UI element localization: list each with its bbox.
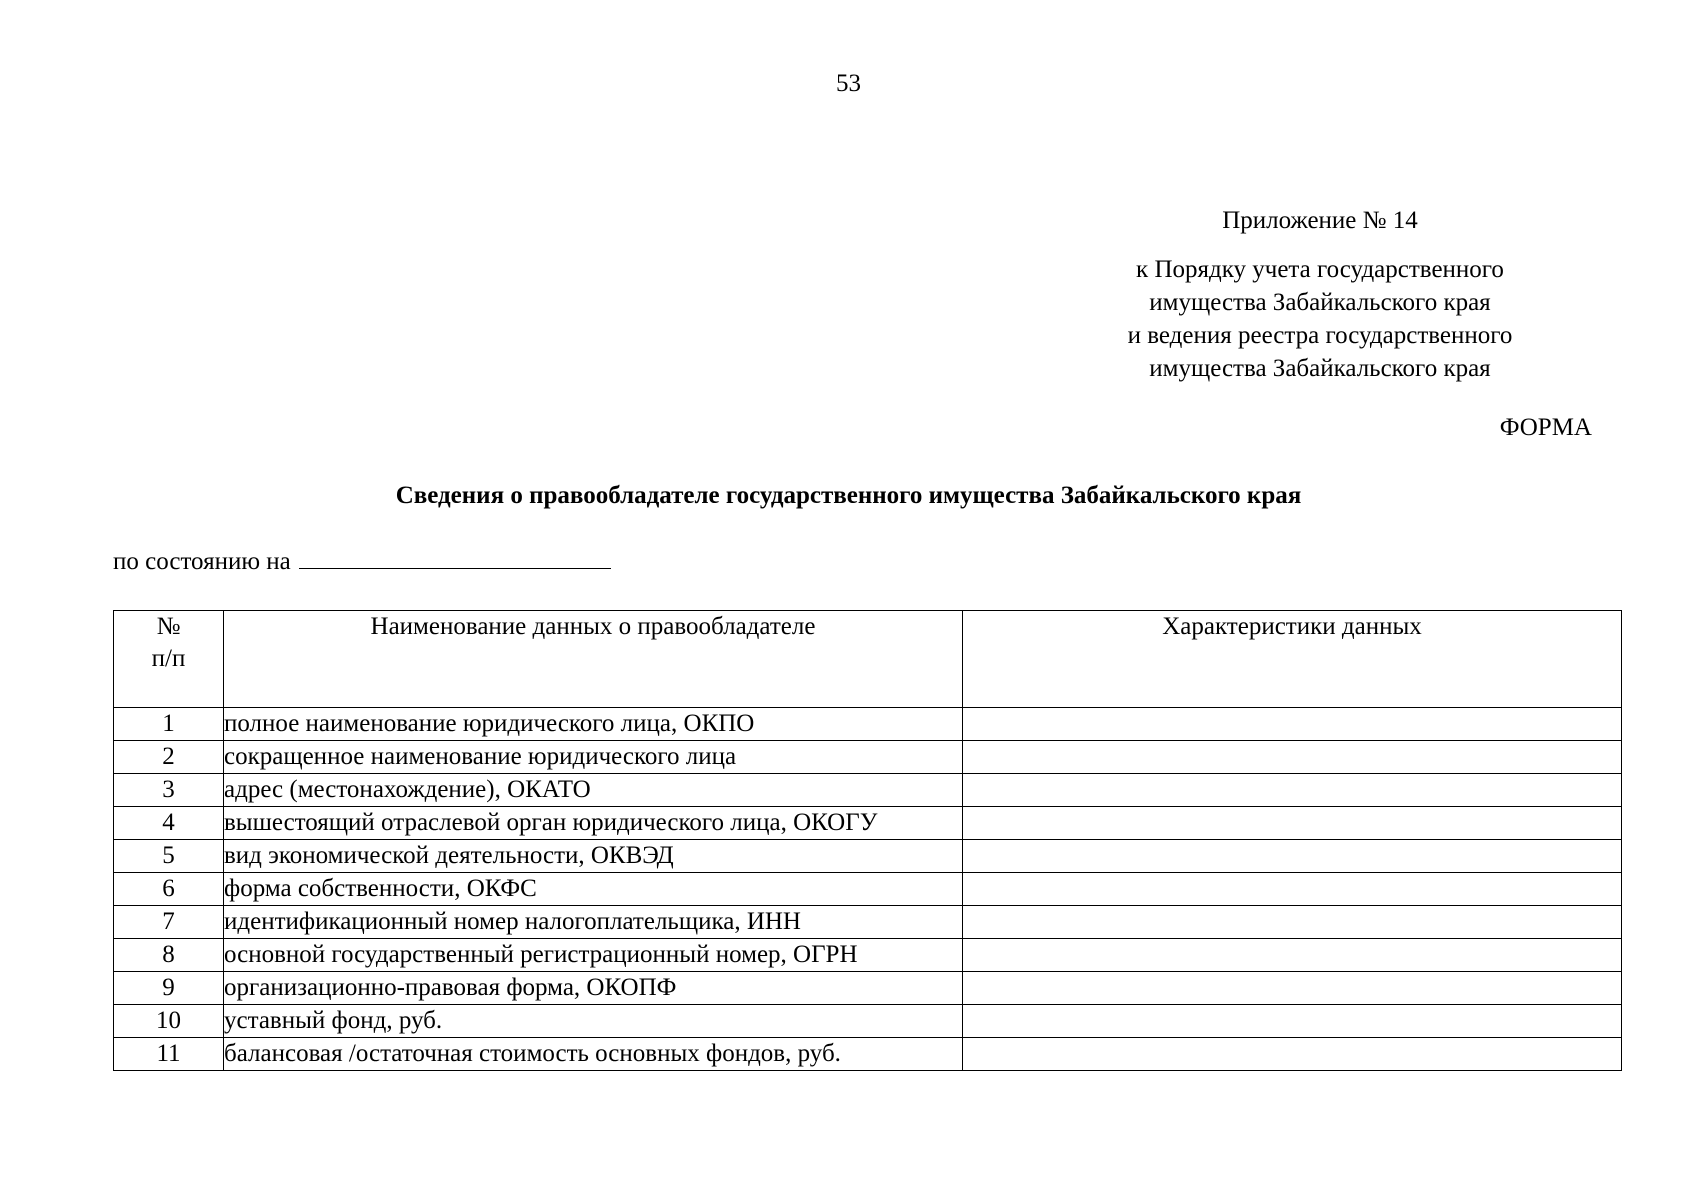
header-number-text: № п/п: [151, 613, 186, 672]
row-data-name: идентификационный номер налогоплательщика, ИНН: [224, 906, 963, 939]
row-data-name: полное наименование юридического лица, ОКПО: [224, 708, 963, 741]
row-data-name: балансовая /остаточная стоимость основных фондов, руб.: [224, 1038, 963, 1071]
row-data-name: форма собственности, ОКФС: [224, 873, 963, 906]
appendix-line: имущества Забайкальского края: [1149, 355, 1491, 382]
table-row: [114, 774, 1622, 807]
table-row: [114, 1038, 1622, 1071]
header-characteristics: Характеристики данных: [963, 611, 1622, 708]
row-number: 7: [114, 906, 224, 939]
row-characteristic-cell[interactable]: [963, 939, 1622, 972]
page-number: 53: [836, 70, 861, 97]
table-header-row: [114, 611, 1622, 708]
row-number: 1: [114, 708, 224, 741]
appendix-line: к Порядку учета государственного: [1136, 256, 1504, 283]
row-characteristic-cell[interactable]: [963, 906, 1622, 939]
as-of-label: по состоянию на: [113, 548, 291, 575]
row-number: 9: [114, 972, 224, 1005]
row-characteristic-cell[interactable]: [963, 708, 1622, 741]
table-row: [114, 840, 1622, 873]
owner-data-table: [113, 610, 1622, 1071]
row-number: 3: [114, 774, 224, 807]
row-characteristic-cell[interactable]: [963, 972, 1622, 1005]
appendix-reference: [1060, 253, 1580, 385]
table-row: [114, 972, 1622, 1005]
row-data-name: уставный фонд, руб.: [224, 1005, 963, 1038]
table-row: [114, 708, 1622, 741]
as-of-date-line: [113, 546, 611, 576]
row-characteristic-cell[interactable]: [963, 840, 1622, 873]
row-data-name: основной государственный регистрационный номер, ОГРН: [224, 939, 963, 972]
appendix-title: Приложение № 14: [1222, 207, 1418, 234]
row-characteristic-cell[interactable]: [963, 741, 1622, 774]
table-row: [114, 906, 1622, 939]
row-characteristic-cell[interactable]: [963, 807, 1622, 840]
row-number: 2: [114, 741, 224, 774]
row-number: 11: [114, 1038, 224, 1071]
as-of-date-blank[interactable]: [299, 546, 611, 569]
header-name: Наименование данных о правообладателе: [224, 611, 963, 708]
row-characteristic-cell[interactable]: [963, 774, 1622, 807]
table-row: [114, 741, 1622, 774]
appendix-line: имущества Забайкальского края: [1149, 289, 1491, 316]
row-characteristic-cell[interactable]: [963, 873, 1622, 906]
row-characteristic-cell[interactable]: [963, 1005, 1622, 1038]
row-data-name: вид экономической деятельности, ОКВЭД: [224, 840, 963, 873]
row-data-name: вышестоящий отраслевой орган юридического лица, ОКОГУ: [224, 807, 963, 840]
row-number: 10: [114, 1005, 224, 1038]
table-row: [114, 939, 1622, 972]
table-row: [114, 873, 1622, 906]
row-characteristic-cell[interactable]: [963, 1038, 1622, 1071]
row-number: 5: [114, 840, 224, 873]
appendix-line: и ведения реестра государственного: [1127, 322, 1513, 349]
row-data-name: организационно-правовая форма, ОКОПФ: [224, 972, 963, 1005]
row-data-name: адрес (местонахождение), ОКАТО: [224, 774, 963, 807]
table-row: [114, 1005, 1622, 1038]
table-row: [114, 807, 1622, 840]
table-body: [114, 708, 1622, 1071]
row-number: 8: [114, 939, 224, 972]
row-number: 4: [114, 807, 224, 840]
row-data-name: сокращенное наименование юридического лица: [224, 741, 963, 774]
row-number: 6: [114, 873, 224, 906]
document-title: Сведения о правообладателе государственного имущества Забайкальского края: [395, 482, 1302, 509]
form-label: ФОРМА: [1499, 414, 1592, 441]
header-number: [114, 611, 224, 708]
